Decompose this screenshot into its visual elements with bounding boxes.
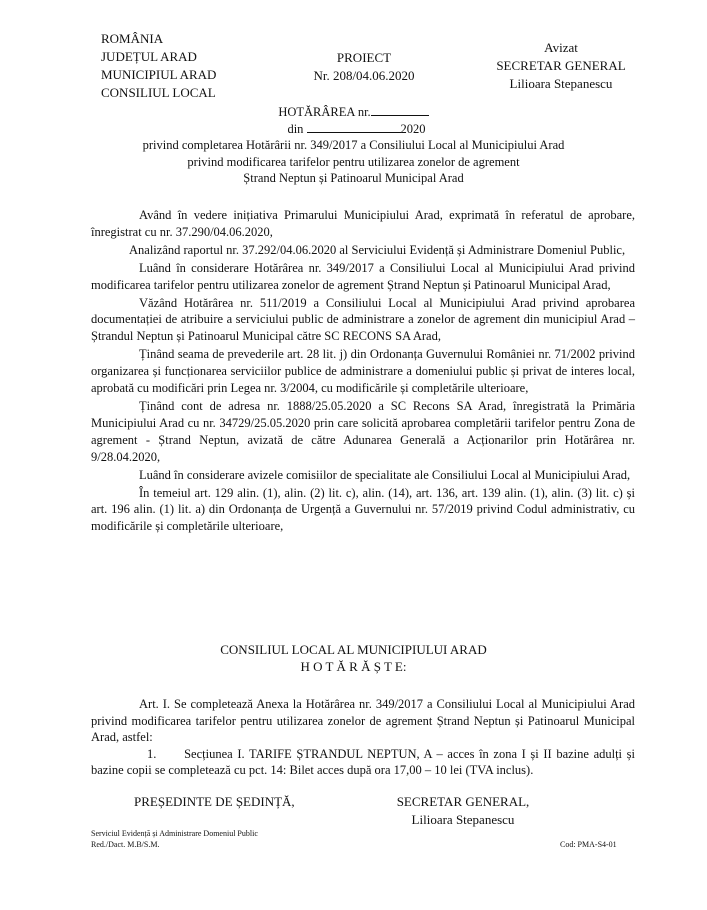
preamble-paragraph: Analizând raportul nr. 37.292/04.06.2020 al Serviciului Evidență și Administrare Domeniul Public, (129, 242, 626, 257)
title-line-2: privind modificarea tarifelor pentru utilizarea zonelor de agrement (187, 154, 520, 169)
preamble-paragraph: Luând în considerare Hotărârea nr. 349/2017 a Consiliului Local al Municipiului Arad privind modificarea tarifelor pentru utilizarea zonelor de agrement Ștrand Neptun și Patinoarul Municipal Arad, (91, 260, 635, 292)
approval-block (482, 39, 640, 93)
footer-department: Serviciul Evidență și Administrare Domeniul Public (91, 829, 258, 838)
article-1-item-1: 1. Secțiunea I. TARIFE ȘTRANDUL NEPTUN, A – acces în zona I și II bazine adulți și bazine copii se completează cu pct. 14: Bilet acces după ora 17,00 – 10 lei (TVA inclus). (91, 746, 639, 777)
document-title (0, 104, 707, 187)
project-block (303, 49, 425, 85)
title-line-3: Ștrand Neptun și Patinoarul Municipal Arad (243, 171, 464, 185)
date-year: 2020 (400, 121, 426, 136)
article-1: Art. I. Se completează Anexa la Hotărârea nr. 349/2017 a Consiliului Local al Municipiului Arad privind modificarea tarifelor pentru utilizarea zonelor de agrement Ștrand Neptun și Patinoarul Municipal Arad, astfel: (91, 697, 635, 744)
approval-name: Lilioara Stepanescu (509, 76, 613, 91)
council-name: CONSILIUL LOCAL AL MUNICIPIULUI ARAD (220, 642, 487, 657)
preamble-paragraph: Ținând seama de prevederile art. 28 lit. j) din Ordonanța Guvernului României nr. 71/2002 privind organizarea și funcționarea serviciilor publice de administrare a domeniului public și privat de interes local, aprobată cu modificări prin Legea nr. 3/2004, cu modificările și completările ulterioare, (91, 347, 635, 396)
preamble (91, 207, 635, 536)
date-prefix: din (287, 121, 304, 136)
president-signature: PREȘEDINTE DE ȘEDINȚĂ, (134, 794, 295, 809)
footer-left (91, 828, 258, 850)
issuer-country: ROMÂNIA (101, 31, 164, 46)
preamble-paragraph: Ținând cont de adresa nr. 1888/25.05.2020 a SC Recons SA Arad, înregistrată la Primăria Municipiului Arad cu nr. 34729/25.05.2020 prin care solicită aprobarea completării tarifelor pentru Zona de agrement - Ștrand Neptun, avizată de către Adunarea Generală a Acționarilor prin Hotărârea nr. 9/28.04.2020, (91, 398, 635, 464)
issuer-county: JUDEȚUL ARAD (101, 49, 197, 64)
secretary-title: SECRETAR GENERAL, (396, 794, 530, 809)
issuer-municipality: MUNICIPIUL ARAD (101, 67, 217, 82)
decision-number-line (0, 104, 707, 121)
decision-date-line (6, 121, 707, 138)
decision-number-blank (371, 104, 429, 116)
secretary-name: Lilioara Stepanescu (411, 812, 515, 827)
footer-code: Cod: PMA-S4-01 (560, 840, 617, 849)
preamble-paragraph: În temeiul art. 129 alin. (1), alin. (2) lit. c), alin. (14), art. 136, art. 139 alin. (1), alin. (3) lit. c) și art. 196 alin. (1) lit. a) din Ordonanța de Urgență a Guvernului nr. 57/2019 privind Codul administrativ, cu modificările și completările ulterioare, (91, 485, 635, 534)
council-heading (0, 641, 707, 675)
council-decides: H O T Ă R Ă Ș T E: (300, 659, 407, 674)
project-number: Nr. 208/04.06.2020 (313, 68, 415, 83)
footer-editor: Red./Dact. M.B/S.M. (91, 840, 160, 849)
approval-title: SECRETAR GENERAL (496, 58, 626, 73)
title-line-1: privind completarea Hotărârii nr. 349/2017 a Consiliului Local al Municipiului Arad (142, 138, 565, 152)
date-blank (307, 121, 401, 133)
preamble-paragraph: Văzând Hotărârea nr. 511/2019 a Consiliului Local al Municipiului Arad privind aprobarea documentației de atribuire a serviciului public de administrare a zonelor de agrement din municipiul Arad – Ștrandul Neptun și Patinoarul Municipal către SC RECONS SA Arad, (91, 295, 635, 344)
secretary-signature (388, 793, 538, 829)
issuer-block (101, 30, 216, 102)
issuer-council: CONSILIUL LOCAL (101, 85, 216, 100)
project-label: PROIECT (336, 50, 392, 65)
articles (91, 696, 639, 779)
preamble-paragraph: Luând în considerare avizele comisiilor de specialitate ale Consiliului Local al Municipiului Arad, (139, 467, 631, 482)
preamble-paragraph: Având în vedere inițiativa Primarului Municipiului Arad, exprimată în referatul de aprobare, înregistrat cu nr. 37.290/04.06.2020, (91, 208, 635, 239)
approval-label: Avizat (544, 40, 578, 55)
decision-label: HOTĂRÂREA nr. (278, 105, 371, 119)
